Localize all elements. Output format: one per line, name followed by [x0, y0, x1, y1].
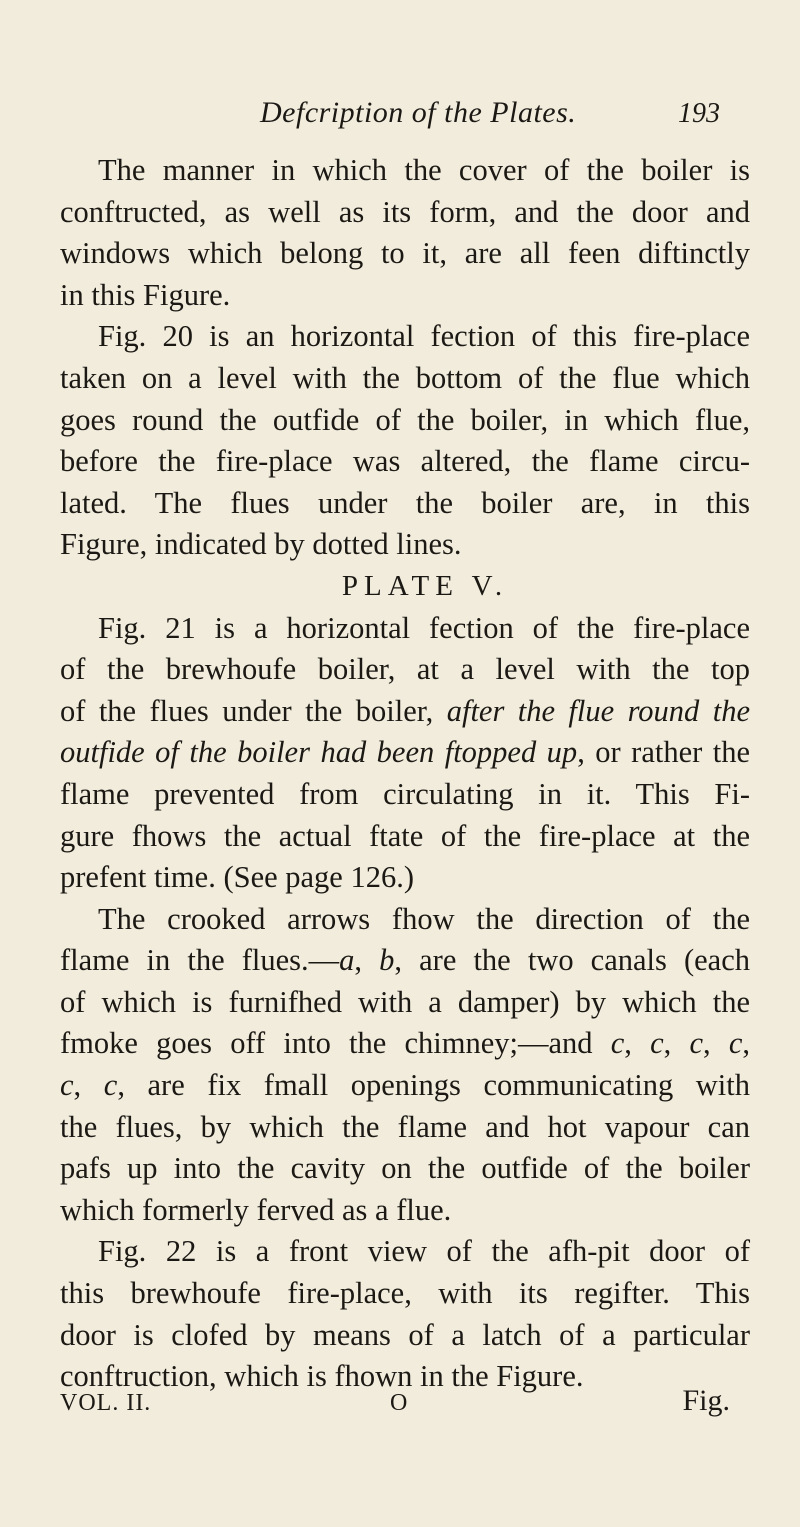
- text-line: prefent time. (See page 126.): [60, 860, 414, 895]
- text-line: the flues, by which the flame and hot vapour can: [60, 1109, 750, 1144]
- italic-letter: c: [610, 1026, 625, 1061]
- italic-letter: c: [650, 1026, 664, 1061]
- text-line: pafs up into the cavity on the outfide of the boiler: [60, 1151, 750, 1186]
- text-line: of which is furnifhed with a damper) by which the: [60, 984, 750, 1019]
- italic-run: after the flue round the: [446, 693, 750, 728]
- signature-mark: O: [390, 1390, 408, 1416]
- text-run: ,: [703, 1026, 729, 1061]
- text-line: [60, 732, 750, 774]
- italic-run: outfide of the boiler had been ftopped up: [60, 735, 578, 770]
- italic-letter: c: [103, 1068, 118, 1103]
- text-line: conftructed, as well as its form, and the door and: [60, 194, 750, 229]
- text-line: before the fire-place was altered, the flame circu-: [60, 444, 750, 479]
- text-run: ,: [354, 943, 380, 978]
- text-line: Figure, indicated by dotted lines.: [60, 527, 462, 562]
- text-line: door is clofed by means of a latch of a particular: [60, 1317, 750, 1352]
- text-line: The manner in which the cover of the boiler is: [98, 153, 750, 187]
- text-line: gure fhows the actual ftate of the fire-place at the: [60, 818, 750, 853]
- text-run: ,: [742, 1026, 751, 1061]
- text-line: which formerly ferved as a flue.: [60, 1192, 452, 1227]
- text-line: windows which belong to it, are all feen diftinctly: [60, 236, 750, 271]
- text-line: flame prevented from circulating in it. This Fi-: [60, 776, 750, 811]
- italic-letter: b: [379, 943, 395, 978]
- text-line: conftruction, which is fhown in the Figure.: [60, 1359, 584, 1394]
- page-header: [60, 96, 750, 144]
- text-line: [60, 691, 750, 733]
- text-run: , or rather the: [577, 735, 751, 770]
- text-run: ,: [624, 1026, 651, 1061]
- text-line: lated. The flues under the boiler are, in this: [60, 485, 750, 520]
- text-line: Fig. 22 is a front view of the afh-pit door of: [98, 1234, 750, 1269]
- text-line: Fig. 21 is a horizontal fection of the fire-place: [98, 610, 750, 645]
- italic-letter: c: [689, 1026, 704, 1061]
- text-run: , are fix fmall openings communicating with: [117, 1068, 750, 1103]
- text-run: , are the two canals (each: [394, 943, 751, 978]
- text-line: goes round the outfide of the boiler, in which flue,: [60, 402, 750, 437]
- italic-letter: c: [728, 1026, 743, 1061]
- text-line: taken on a level with the bottom of the flue which: [60, 360, 750, 395]
- page-number: 193: [678, 98, 720, 129]
- volume-mark: VOL. II.: [60, 1390, 152, 1416]
- text-line: [60, 940, 750, 982]
- catchword: Fig.: [682, 1384, 730, 1417]
- text-run: flame in the flues.—: [60, 943, 340, 978]
- text-line: in this Figure.: [60, 277, 231, 312]
- body-text: [60, 150, 750, 1398]
- text-run: ,: [663, 1026, 690, 1061]
- text-line: of the brewhoufe boiler, at a level with the top: [60, 652, 750, 687]
- text-run: ,: [73, 1068, 104, 1103]
- page-footer: [60, 1384, 750, 1424]
- text-line: [60, 1023, 750, 1065]
- plate-heading: PLATE V.: [341, 569, 509, 602]
- text-run: fmoke goes off into the chimney;—and: [60, 1026, 611, 1061]
- text-line: Fig. 20 is an horizontal fection of this fire-place: [98, 319, 750, 354]
- text-line: this brewhoufe fire-place, with its regifter. This: [60, 1276, 750, 1311]
- running-head: Defcription of the Plates.: [260, 96, 577, 129]
- text-line: [60, 1065, 750, 1107]
- text-line: The crooked arrows fhow the direction of the: [98, 901, 750, 936]
- text-run: of the flues under the boiler,: [60, 693, 447, 728]
- italic-letter: c: [60, 1068, 74, 1103]
- italic-letter: a: [339, 943, 355, 978]
